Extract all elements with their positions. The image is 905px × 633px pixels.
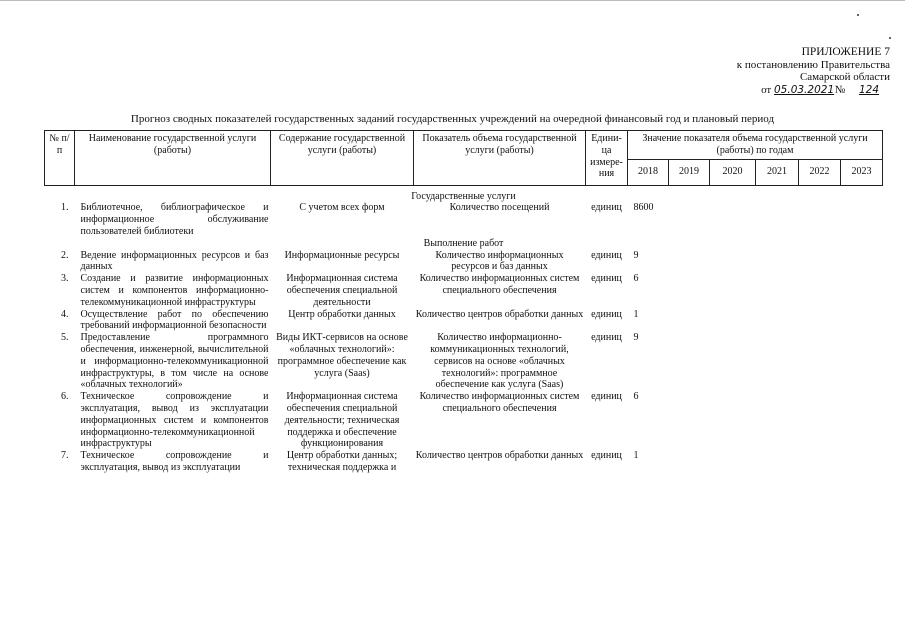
row-content: Виды ИКТ-сервисов на основе «облачных технологий»: программное обеспечение как услуга (Saas) (276, 332, 408, 379)
row-unit: единиц (591, 308, 622, 320)
row-name: Техническое сопровождение и эксплуатация, вывод из эксплуатации информационных систем и компонентов информационно-телекоммуникационной инфраструктуры (80, 391, 269, 450)
section-title: Выполнение работ (423, 237, 504, 249)
table-row (45, 332, 883, 391)
forecast-table (44, 130, 883, 474)
header-year: 2019 (669, 159, 710, 185)
row-num: 1. (61, 202, 69, 214)
row-name: Создание и развитие информационных систем и компонентов информационно-телекоммуникационной инфраструктуры (80, 273, 269, 308)
row-content: Центр обработки данных; техническая поддержка и (286, 450, 398, 473)
header-unit: Едини- ца измере- ния (586, 131, 628, 186)
row-indicator: Количество центров обработки данных (415, 308, 584, 320)
section-row (45, 238, 883, 250)
appendix-date-line (700, 84, 890, 97)
row-content: С учетом всех форм (299, 202, 385, 214)
scan-speck (857, 14, 859, 16)
row-content: Центр обработки данных (288, 308, 396, 320)
row-num: 5. (61, 332, 69, 344)
header-row (45, 131, 883, 160)
number-prefix: № (834, 83, 846, 96)
top-border-line (0, 0, 905, 1)
header-content: Содержание государственной услуги (работы) (271, 131, 414, 186)
row-value-2018: 6 (633, 391, 639, 403)
row-num: 4. (61, 308, 69, 320)
table-row (45, 273, 883, 308)
header-year: 2022 (799, 159, 841, 185)
row-content: Информационные ресурсы (284, 249, 400, 261)
header-name: Наименование государственной услуги (работы) (75, 131, 271, 186)
row-unit: единиц (591, 450, 622, 462)
row-name: Осуществление работ по обеспечению требований информационной безопасности (80, 308, 269, 332)
row-value-2018: 9 (633, 249, 639, 261)
appendix-title: ПРИЛОЖЕНИЕ 7 (801, 46, 890, 58)
date-prefix: от (761, 83, 772, 96)
appendix-block (700, 46, 890, 96)
row-indicator: Количество информационно-коммуникационных технологий, сервисов на основе «облачных технологий»: программное обеспечение как услуга (Saas) (430, 332, 569, 391)
row-unit: единиц (591, 202, 622, 214)
handwritten-number: 124 (858, 83, 880, 96)
row-value-2018: 1 (633, 308, 639, 320)
row-content: Информационная система обеспечения специальной деятельности; техническая поддержка и обеспечение функционирования (284, 391, 400, 450)
row-name: Ведение информационных ресурсов и баз данных (80, 249, 269, 273)
appendix-line: к постановлению Правительства (736, 58, 890, 71)
table-row (45, 202, 883, 237)
row-num: 2. (61, 249, 69, 261)
table-row (45, 450, 883, 474)
row-unit: единиц (591, 273, 622, 285)
handwritten-date: 05.03.2021 (774, 83, 835, 96)
header-values: Значение показателя объема государственной услуги (работы) по годам (628, 131, 883, 160)
table-row (45, 309, 883, 333)
row-content: Информационная система обеспечения специальной деятельности (286, 273, 398, 308)
header-year: 2021 (756, 159, 799, 185)
row-indicator: Количество информационных ресурсов и баз данных (435, 249, 564, 273)
row-indicator: Количество центров обработки данных (415, 450, 584, 462)
row-num: 6. (61, 391, 69, 403)
row-name: Техническое сопровождение и эксплуатация, вывод из эксплуатации (80, 450, 269, 473)
row-value-2018: 1 (633, 450, 639, 462)
row-name: Библиотечное, библиографическое и информационное обслуживание пользователей библиотеки (80, 202, 269, 237)
header-num: № п/п (45, 131, 75, 186)
table-row (45, 250, 883, 274)
scan-speck (889, 37, 891, 39)
row-name: Предоставление программного обеспечения, инженерной, вычислительной и информационно-телекоммуникационной инфраструктуры, в том числе на основе «облачных технологий» (80, 332, 269, 391)
page-title: Прогноз сводных показателей государственных заданий государственных учреждений на очередной финансовый год и плановый период (130, 113, 775, 125)
row-value-2018: 6 (633, 273, 639, 285)
row-indicator: Количество информационных систем специального обеспечения (419, 391, 580, 414)
row-unit: единиц (591, 332, 622, 344)
header-year: 2018 (628, 159, 669, 185)
row-num: 7. (61, 450, 69, 462)
row-indicator: Количество посещений (449, 202, 550, 214)
row-unit: единиц (591, 391, 622, 403)
section-title: Государственные услуги (411, 190, 516, 202)
row-indicator: Количество информационных систем специального обеспечения (419, 273, 580, 296)
header-indicator: Показатель объема государственной услуги (работы) (414, 131, 586, 186)
header-year: 2023 (841, 159, 883, 185)
row-value-2018: 9 (633, 332, 639, 344)
header-year: 2020 (710, 159, 756, 185)
row-unit: единиц (591, 249, 622, 261)
row-num: 3. (61, 273, 69, 285)
section-row (45, 185, 883, 202)
appendix-line: Самарской области (799, 71, 890, 83)
row-value-2018: 8600 (633, 202, 654, 214)
table-row (45, 391, 883, 450)
